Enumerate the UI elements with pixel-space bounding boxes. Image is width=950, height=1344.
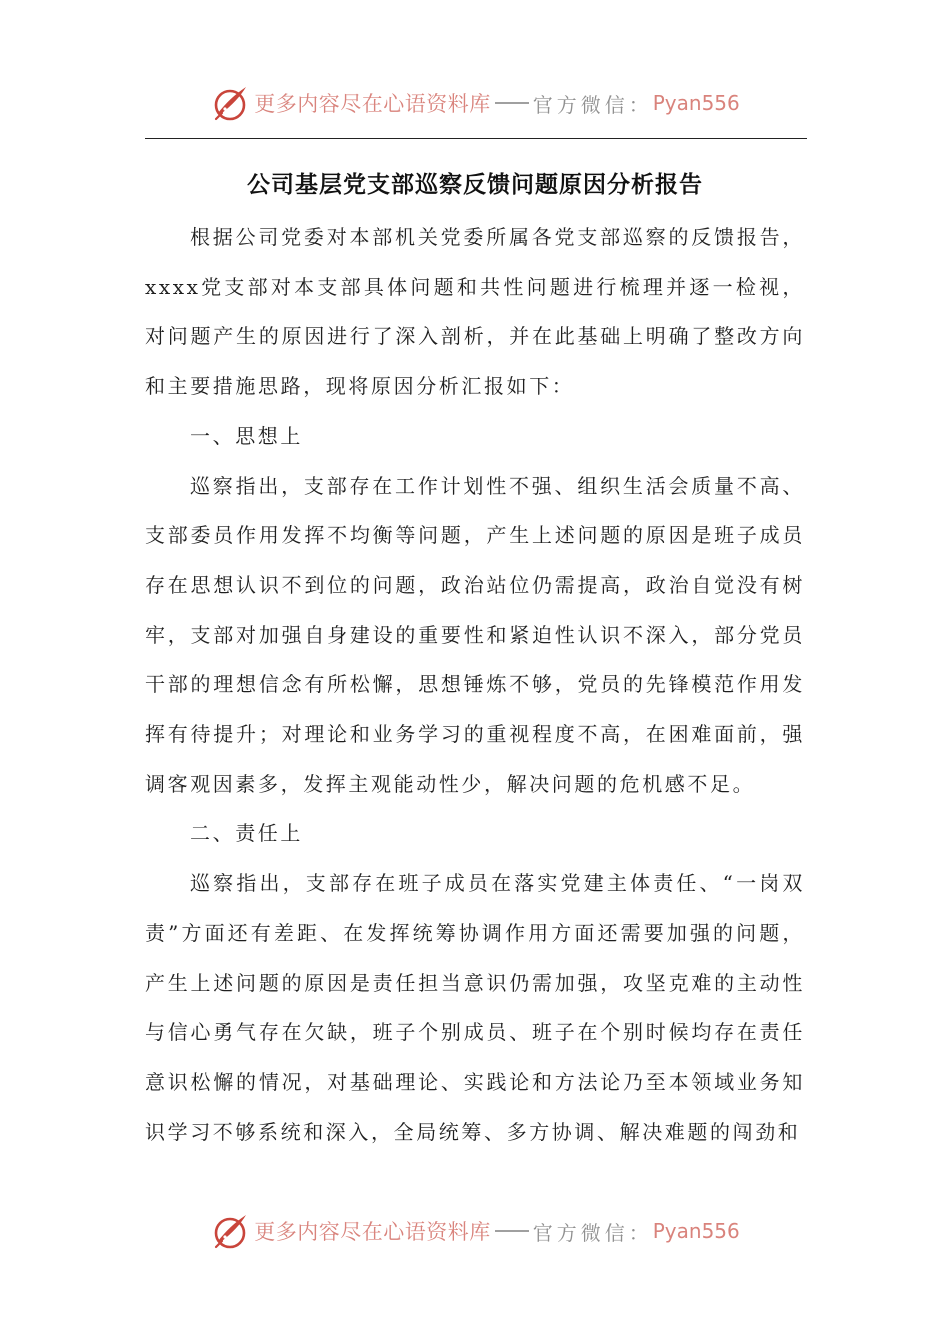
header-account-label: 官方微信：: [532, 92, 653, 117]
footer-banner: [0, 1208, 950, 1254]
quill-logo-icon: [210, 83, 250, 123]
header-banner: [0, 80, 950, 126]
header-tagline: 更多内容尽在心语资料库: [254, 92, 491, 116]
footer-tagline: 更多内容尽在心语资料库: [254, 1220, 491, 1244]
intro-paragraph: 根据公司党委对本部机关党委所属各党支部巡察的反馈报告，xxxx党支部对本支部具体问题和共性问题进行梳理并逐一检视，对问题产生的原因进行了深入剖析，并在此基础上明确了整改方向和主要措施思路，现将原因分析汇报如下：: [145, 225, 805, 399]
header-account-id: Pyan556: [652, 91, 740, 115]
footer-account-id: Pyan556: [652, 1219, 740, 1243]
section-heading-responsibility: 二、责任上: [190, 821, 303, 846]
document-body: [145, 213, 805, 1157]
footer-account-label: 官方微信：: [532, 1220, 653, 1245]
section-heading-thought: 一、思想上: [190, 423, 303, 448]
thought-paragraph: 巡察指出，支部存在工作计划性不强、组织生活会质量不高、支部委员作用发挥不均衡等问题，产生上述问题的原因是班子成员存在思想认识不到位的问题，政治站位仍需提高，政治自觉没有树牢，支部对加强自身建设的重要性和紧迫性认识不深入，部分党员干部的理想信念有所松懈，思想锤炼不够，党员的先锋模范作用发挥有待提升；对理论和业务学习的重视程度不高，在困难面前，强调客观因素多，发挥主观能动性少，解决问题的危机感不足。: [145, 473, 805, 796]
header-rule: [145, 138, 807, 139]
document-title: 公司基层党支部巡察反馈问题原因分析报告: [247, 172, 703, 198]
quill-logo-icon: [210, 1211, 250, 1251]
header-dash-divider: [495, 102, 529, 104]
responsibility-paragraph: 巡察指出，支部存在班子成员在落实党建主体责任、“一岗双责”方面还有差距、在发挥统筹协调作用方面还需要加强的问题，产生上述问题的原因是责任担当意识仍需加强，攻坚克难的主动性与信心勇气存在欠缺，班子个别成员、班子在个别时候均存在责任意识松懈的情况，对基础理论、实践论和方法论乃至本领域业务知识学习不够系统和深入，全局统筹、多方协调、解决难题的闯劲和: [145, 871, 805, 1144]
footer-dash-divider: [495, 1230, 529, 1232]
